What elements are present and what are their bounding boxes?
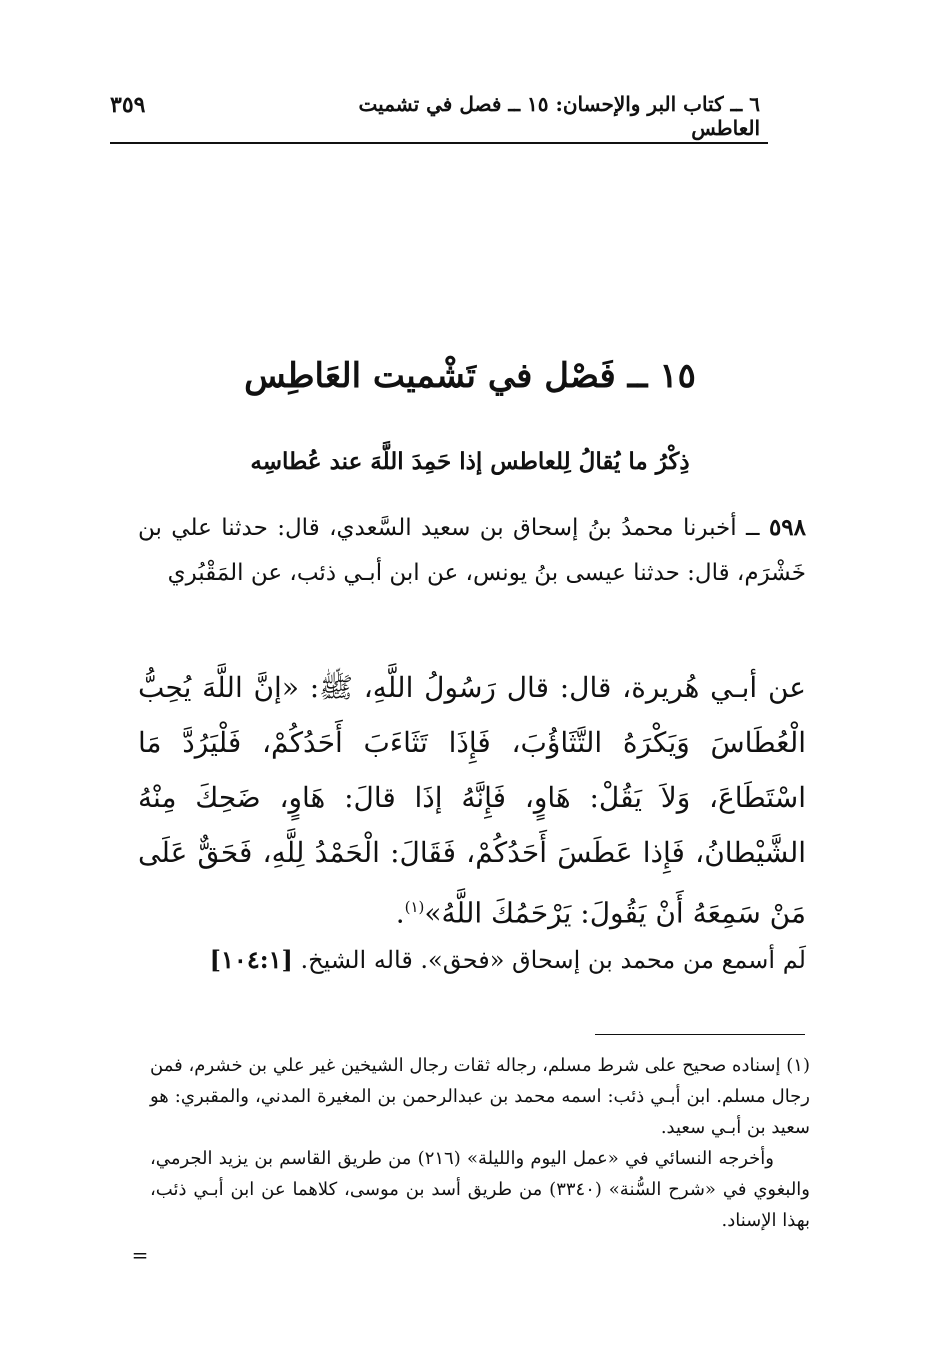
header-divider [110,142,768,144]
hadith-matn [138,660,806,940]
hadith-reference: [١٠٤:١] [209,945,293,974]
footnote-divider [595,1034,805,1035]
running-title: ٦ ــ كتاب البر والإحسان: ١٥ ــ فصل في تشميت العاطس [358,92,760,140]
footnote-1-continued: وأخرجه النسائي في «عمل اليوم والليلة» (٢١٦) من طريق القاسم بن يزيد الجرمي، والبغوي في «شرح السُّنة» (٣٣٤٠) من طريق أسد بن موسى، كلاهما عن ابن أبـي ذئب، بهذا الإسناد. [150,1148,810,1231]
continuation-mark: = [131,1243,149,1267]
hadith-number: ٥٩٨ [768,514,806,541]
editor-note [138,945,806,974]
page-number: ٣٥٩ [110,92,146,118]
footnotes [150,1050,810,1236]
note-text: لَم أسمع من محمد بن إسحاق «فحق». قاله الشيخ. [300,946,806,974]
section-subtitle: ذِكْرُ ما يُقالُ لِلعاطس إذا حَمِدَ اللَّهَ عند عُطاسِه [250,448,690,475]
matn-text: عن أبـي هُريرة، قال: قال رَسُولُ اللَّهِ، ﷺ: «إنَّ اللَّهَ يُحِبُّ الْعُطَاسَ وَيَكْرَهُ التَّثَاؤُبَ، فَإِذَا تَثَاءَبَ أَحَدُكُمْ، فَلْيَرُدَّ مَا اسْتَطَاعَ، وَلاَ يَقُلْ: هَاوٍ، فَإِنَّهُ إذَا قالَ: هَاوٍ، ضَحِكَ مِنْهُ الشَّيْطانُ، فَإِذا عَطَسَ أَحَدُكُمْ، فَقَالَ: الْحَمْدُ لِلَّهِ، فَحَقٌّ عَلَى مَنْ سَمِعَهُ أَنْ يَقُولَ: يَرْحَمُكَ اللَّهُ» [138,671,807,930]
footnote-marker: (١) [404,898,425,916]
isnad-text: ــ أخبرنا محمدُ بنُ إسحاق بن سعيد السَّعدي، قال: حدثنا علي بن خَشْرَم، قال: حدثنا عيسى بنُ يونس، عن ابن أبـي ذئب، عن المَقْبُري [138,515,806,586]
hadith-isnad [138,505,806,596]
chapter-title: ١٥ ــ فَصْل في تَشْميت العَاطِس [244,356,696,396]
matn-end-punct: . [395,896,405,930]
footnote-1: (١) إسناده صحيح على شرط مسلم، رجاله ثقات رجال الشيخين غير علي بن خشرم، فمن رجال مسلم. ابن أبـي ذئب: اسمه محمد بن عبدالرحمن بن المغيرة المدني، والمقبري: هو سعيد بن أبـي سعيد. [150,1055,810,1138]
